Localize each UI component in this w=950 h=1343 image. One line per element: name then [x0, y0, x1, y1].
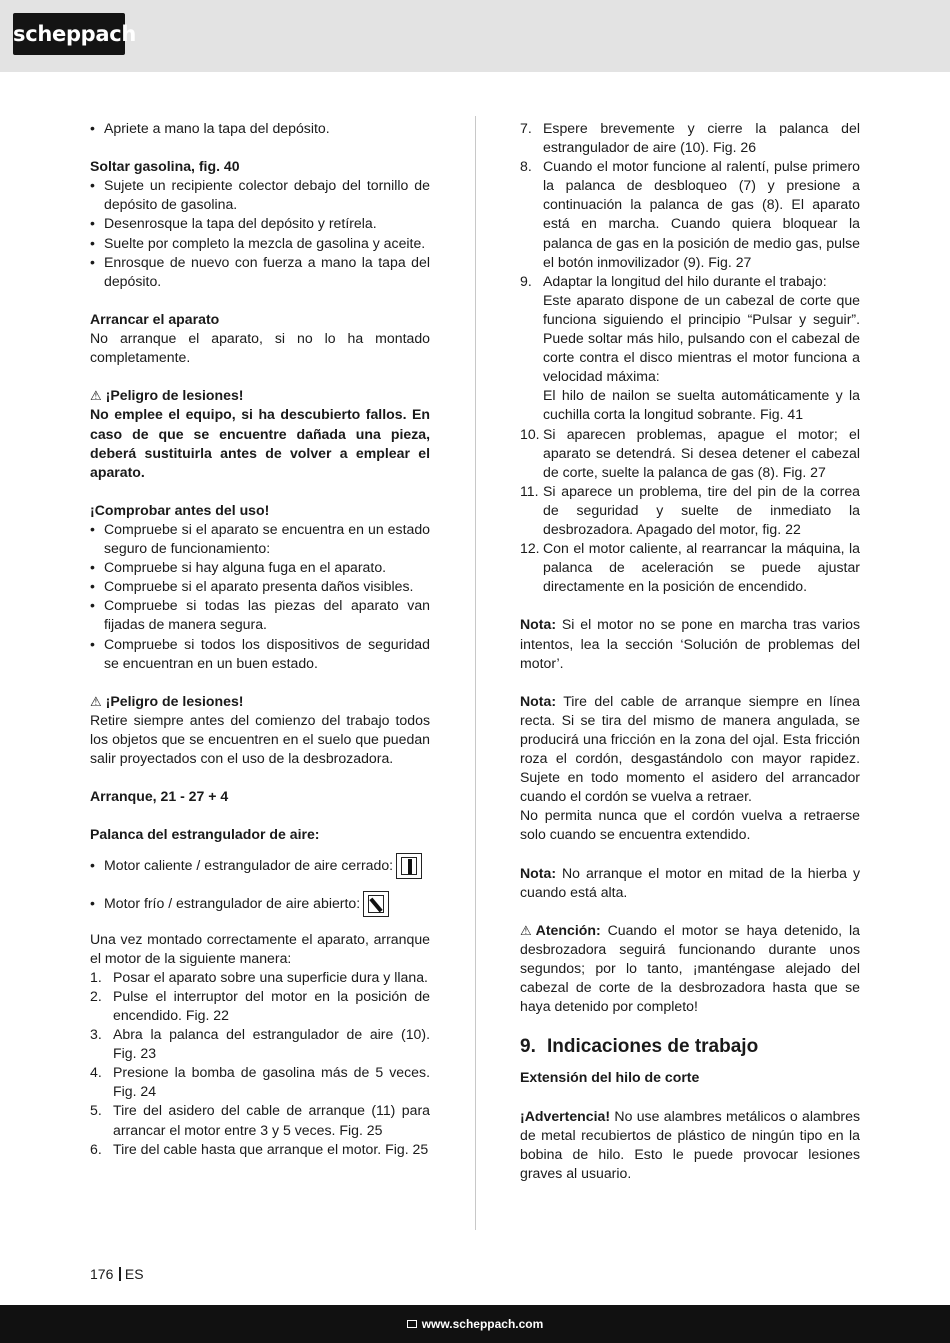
- step-item: 3. Abra la palanca del estrangulador de aire (10). Fig. 23: [90, 1026, 430, 1062]
- warning-text: Retire siempre antes del comienzo del trabajo todos los objetos que se encuentren en el suelo que puedan salir proyectados con el uso de la desbrozadora.: [90, 711, 430, 767]
- note-paragraph: Nota: Tire del cable de arranque siempre en línea recta. Si se tira del mismo de manera angulada, se producirá una fricción en la zona del ojal. Esta fricción roza el cordón, desgastándolo con mayor rapidez. Sujete en todo momento el asidero del arrancador cuando el cordón se vuelva a retraer.: [520, 692, 860, 805]
- list-item: • Desenrosque la tapa del depósito y retírela.: [90, 214, 430, 233]
- heading-check-before-use: ¡Comprobar antes del uso!: [90, 501, 270, 518]
- note-paragraph: Nota: Si el motor no se pone en marcha tras varios intentos, lea la sección ‘Solución de problemas del motor’.: [520, 616, 860, 671]
- startup-steps-continued: [520, 119, 860, 596]
- startup-steps: [90, 968, 430, 1159]
- heading-line-extension: Extensión del hilo de corte: [520, 1069, 700, 1086]
- step-item: 9. Adaptar la longitud del hilo durante el trabajo: Este aparato dispone de un cabezal de corte que funciona siguiendo el principio “Pulsar y seguir”. Puede soltar más hilo, pulsando con el cabezal de corte contra el disco mientras el motor funciona a velocidad máxima: El hilo de nailon se suelta automáticamente y la cuchilla corta la longitud sobrante. Fig. 41: [520, 272, 860, 423]
- paragraph: No permita nunca que el cordón vuelva a retraerse solo cuando se encuentra extendido.: [520, 807, 860, 843]
- list-item: • Compruebe si el aparato se encuentra en un estado seguro de funcionamiento:: [90, 520, 430, 558]
- warning-text: No emplee el equipo, si ha descubierto fallos. En caso de que se encuentre dañada una pieza, deberá sustituirla antes de volver a emplear el aparato.: [90, 406, 430, 480]
- warning-heading: ⚠ ¡Peligro de lesiones!: [90, 692, 430, 711]
- list-item: • Compruebe si el aparato presenta daños visibles.: [90, 577, 430, 596]
- attention-paragraph: ⚠ Atención: Cuando el motor se haya detenido, la desbrozadora seguirá funcionando durante unos segundos; por lo tanto, ¡manténgase alejado del cabezal de corte de la desbrozadora hasta que se haya detenido por completo!: [520, 921, 860, 1015]
- list-item: • Compruebe si todas las piezas del aparato van fijadas de manera segura.: [90, 596, 430, 634]
- column-divider: [475, 116, 476, 1230]
- monitor-icon: [407, 1320, 417, 1328]
- scheppach-logo: scheppach: [13, 13, 125, 55]
- website-link[interactable]: www.scheppach.com: [421, 1317, 544, 1331]
- heading-startup: Arranque, 21 - 27 + 4: [90, 788, 229, 805]
- step-item: 8. Cuando el motor funcione al ralentí, pulse primero la palanca de desbloqueo (7) y presione a continuación la palanca de gas (8). El aparato está en marcha. Cuando quiera bloquear la palanca de gas en la posición de medio gas, pulse el botón inmovilizador (9). Fig. 27: [520, 158, 860, 270]
- list-item: • Suelte por completo la mezcla de gasolina y aceite.: [90, 234, 430, 253]
- choke-open-item: • Motor frío / estrangulador de aire abierto:: [90, 887, 430, 921]
- choke-open-icon: [363, 891, 389, 917]
- step-item: 10. Si aparecen problemas, apague el motor; el aparato se detendrá. Si desea detener el cabezal de corte, suelte la palanca de gas (8). Fig. 27: [520, 425, 860, 480]
- list-item: • Apriete a mano la tapa del depósito.: [90, 119, 430, 138]
- header-band: [0, 0, 950, 72]
- step-item: 12. Con el motor caliente, al rearrancar la máquina, la palanca de aceleración se puede ajustar directamente en la posición de encendido.: [520, 540, 860, 595]
- heading-release-fuel: Soltar gasolina, fig. 40: [90, 158, 240, 175]
- step-item: 6. Tire del cable hasta que arranque el motor. Fig. 25: [90, 1140, 429, 1157]
- warning-heading: ⚠ ¡Peligro de lesiones!: [90, 386, 430, 405]
- release-fuel-list: [90, 176, 430, 291]
- step-item: 7. Espere brevemente y cierre la palanca del estrangulador de aire (10). Fig. 26: [520, 120, 860, 156]
- right-column: [520, 119, 860, 1183]
- step-item: 4. Presione la bomba de gasolina más de 5 veces. Fig. 24: [90, 1064, 430, 1100]
- check-list: [90, 520, 430, 673]
- warning-icon: ⚠: [90, 693, 102, 709]
- warning-icon: ⚠: [520, 922, 532, 938]
- list-item: • Sujete un recipiente colector debajo del tornillo de depósito de gasolina.: [90, 176, 430, 214]
- step-item: 2. Pulse el interruptor del motor en la posición de encendido. Fig. 22: [90, 987, 430, 1023]
- list-item: • Compruebe si todos los dispositivos de seguridad se encuentran en un buen estado.: [90, 635, 430, 673]
- note-paragraph: Nota: No arranque el motor en mitad de la hierba y cuando está alta.: [520, 864, 860, 900]
- tank-cap-list: [90, 119, 430, 138]
- paragraph: No arranque el aparato, si no lo ha montado completamente.: [90, 330, 430, 366]
- heading-start-device: Arrancar el aparato: [90, 310, 220, 327]
- list-item: • Enrosque de nuevo con fuerza a mano la tapa del depósito.: [90, 253, 430, 291]
- section-title: 9. Indicaciones de trabajo: [520, 1036, 759, 1058]
- paragraph: Una vez montado correctamente el aparato, arranque el motor de la siguiente manera:: [90, 930, 430, 966]
- step-item: 11. Si aparece un problema, tire del pin de la correa de seguridad y suelte de inmediato la desbrozadora. Apagado del motor, fig. 22: [520, 482, 860, 537]
- step-item: 1. Posar el aparato sobre una superficie dura y llana.: [90, 968, 428, 985]
- heading-choke-lever: Palanca del estrangulador de aire:: [90, 826, 320, 843]
- warning-icon: ⚠: [90, 388, 102, 404]
- advertencia-paragraph: ¡Advertencia! No use alambres metálicos o alambres de metal recubiertos de plástico de ningún tipo en la bobina de hilo. Esto le puede provocar lesiones graves al usuario.: [520, 1107, 860, 1181]
- step-item: 5. Tire del asidero del cable de arranque (11) para arrancar el motor entre 3 y 5 veces. Fig. 25: [90, 1102, 430, 1138]
- page-number: 176 ES: [90, 1266, 144, 1282]
- list-item: • Compruebe si hay alguna fuga en el aparato.: [90, 558, 430, 577]
- choke-closed-icon: [396, 853, 422, 879]
- left-column: [90, 119, 430, 1159]
- footer-bar: [0, 1305, 950, 1343]
- choke-closed-item: • Motor caliente / estrangulador de aire cerrado:: [90, 849, 430, 883]
